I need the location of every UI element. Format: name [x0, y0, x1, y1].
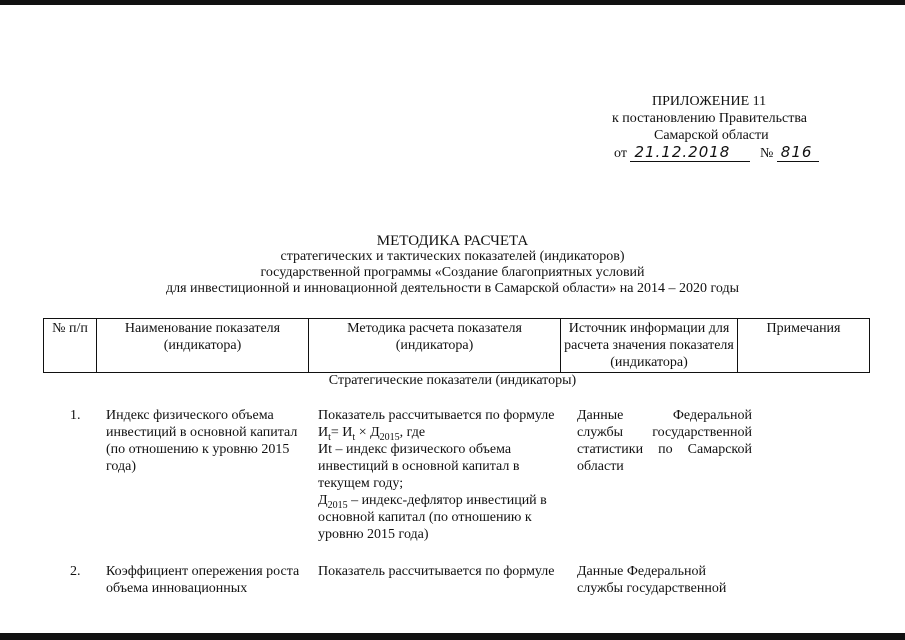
number-prefix: № [759, 146, 774, 161]
heading-line2: государственной программы «Создание благоприятных условий [260, 265, 645, 280]
header-num: № п/п [44, 319, 97, 373]
section-title: Стратегические показатели (индикаторы) [328, 373, 577, 388]
row2-source: Данные Федеральной службы государственной [577, 564, 727, 596]
document-heading [0, 233, 905, 297]
heading-line1: стратегических и тактических показателей (индикаторов) [280, 249, 625, 264]
header-source: Источник информации для расчета значения показателя (индикатора) [561, 319, 738, 373]
indicator-table [43, 318, 870, 373]
row1-def1: Иt – индекс физического объема инвестиций в основной капитал в текущем году; [318, 442, 520, 491]
row2-method-intro: Показатель рассчитывается по формуле [318, 564, 555, 579]
row1-method-intro: Показатель рассчитывается по формуле [318, 408, 555, 423]
heading-main: МЕТОДИКА РАСЧЕТА [376, 233, 529, 249]
row2-num: 2. [70, 564, 81, 579]
header-notes: Примечания [738, 319, 870, 373]
appendix-line2: Самарской области [654, 128, 769, 143]
scan-top-border [0, 0, 905, 5]
row1-def2: $Д_{2015}$ – индекс-дефлятор инвестиций в основной капитал (по отношению к уровню 2015 года) [318, 493, 547, 542]
appendix-line1: к постановлению Правительства [612, 111, 808, 126]
row1-name: Индекс физического объема инвестиций в основной капитал (по отношению к уровню 2015 года) [106, 408, 298, 474]
appendix-title: ПРИЛОЖЕНИЕ 11 [652, 94, 767, 109]
row1-method [318, 407, 568, 543]
heading-line3: для инвестиционной и инновационной деятельности в Самарской области» на 2014 – 2020 годы [165, 281, 740, 296]
scan-bottom-border [0, 633, 905, 640]
row1-num: 1. [70, 408, 81, 423]
handwritten-date: 21.12.2018 [630, 144, 750, 162]
appendix-date-row [614, 144, 819, 162]
header-method: Методика расчета показателя (индикатора) [309, 319, 561, 373]
handwritten-number: 816 [777, 144, 819, 162]
date-prefix: от [614, 146, 627, 161]
header-name: Наименование показателя (индикатора) [97, 319, 309, 373]
row1-formula: $И_t= И_t \times Д_{2015}$, где [318, 425, 426, 443]
row2-name: Коэффициент опережения роста объема инновационных [106, 564, 300, 596]
table-header-row [44, 319, 870, 373]
row1-source: Данные Федеральной службы государственной статистики по Самарской области [577, 408, 752, 474]
